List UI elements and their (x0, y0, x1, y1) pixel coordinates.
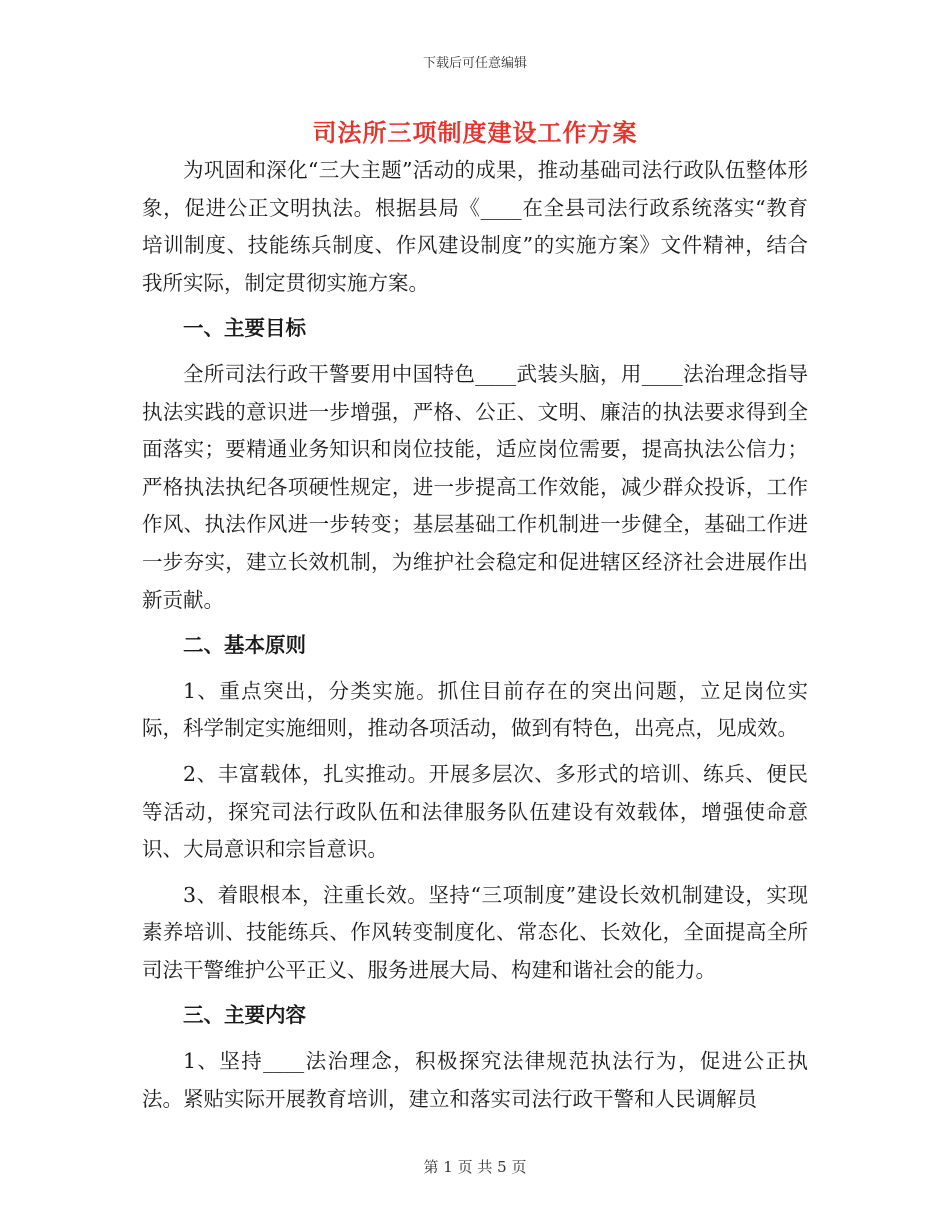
intro-paragraph: 为巩固和深化“三大主题”活动的成果，推动基础司法行政队伍整体形象，促进公正文明执法。根据县局《____在全县司法行政系统落实“教育培训制度、技能练兵制度、作风建设制度”的实施方案》文件精神，结合我所实际，制定贯彻实施方案。 (142, 158, 808, 295)
page-header: 下载后可任意编辑 (422, 56, 527, 71)
goals-paragraph: 全所司法行政干警要用中国特色____武装头脑，用____法治理念指导执法实践的意识进一步增强，严格、公正、文明、廉洁的执法要求得到全面落实；要精通业务知识和岗位技能，适应岗位需要，提高执法公信力；严格执法执纪各项硬性规定，进一步提高工作效能，减少群众投诉，工作作风、执法作风进一步转变；基层基础工作机制进一步健全，基础工作进一步夯实，建立长效机制，为维护社会稳定和促进辖区经济社会进展作出新贡献。 (142, 361, 808, 612)
principle-item-1: 1、重点突出，分类实施。抓住目前存在的突出问题，立足岗位实际，科学制定实施细则，推动各项活动，做到有特色，出亮点，见成效。 (142, 678, 808, 741)
section-heading-principles: 二、基本原则 (183, 633, 306, 658)
document-title: 司法所三项制度建设工作方案 (312, 118, 638, 147)
section-heading-content: 三、主要内容 (183, 1003, 306, 1028)
principle-item-3: 3、着眼根本，注重长效。坚持“三项制度”建设长效机制建设，实现素养培训、技能练兵、作风转变制度化、常态化、长效化，全面提高全所司法干警维护公平正义、服务进展大局、构建和谐社会的能力。 (142, 882, 808, 982)
document-body (142, 152, 808, 1126)
page-number: 第 1 页 共 5 页 (423, 1158, 527, 1176)
section-heading-goals: 一、主要目标 (183, 316, 306, 341)
content-item-1: 1、坚持____法治理念，积极探究法律规范执法行为，促进公正执法。紧贴实际开展教育培训，建立和落实司法行政干警和人民调解员 (142, 1049, 808, 1111)
principle-item-2: 2、丰富载体，扎实推动。开展多层次、多形式的培训、练兵、便民等活动，探究司法行政队伍和法律服务队伍建设有效载体，增强使命意识、大局意识和宗旨意识。 (142, 761, 808, 862)
